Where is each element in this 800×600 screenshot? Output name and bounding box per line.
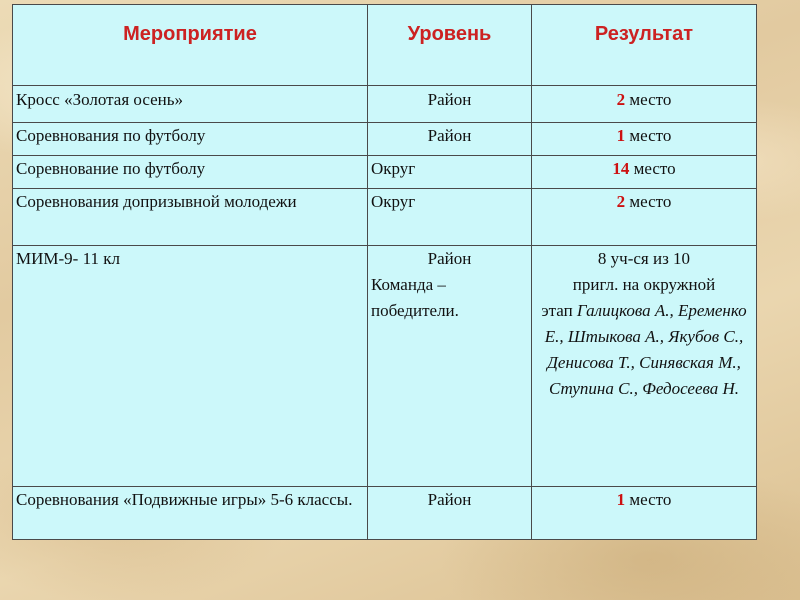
result-cell	[532, 189, 757, 246]
table-row	[13, 189, 757, 246]
table-row	[13, 246, 757, 487]
event-cell: Соревнование по футболу	[13, 156, 368, 189]
place-number: 2	[616, 192, 626, 211]
table-row	[13, 487, 757, 540]
result-line: пригл. на окружной	[572, 275, 716, 294]
result-cell	[532, 123, 757, 156]
header-row	[13, 5, 757, 86]
table-row	[13, 123, 757, 156]
level-cell: Район	[368, 123, 532, 156]
place-label: место	[629, 159, 676, 178]
results-table	[12, 4, 757, 540]
result-line: этап	[541, 301, 573, 320]
place-number: 2	[616, 90, 626, 109]
result-cell	[532, 246, 757, 487]
event-cell: Соревнования по футболу	[13, 123, 368, 156]
level-cell: Округ	[368, 189, 532, 246]
place-number: 1	[616, 126, 626, 145]
participant-names: Галицкова А., Еременко Е., Штыкова А., Якубов С., Денисова Т., Синявская М., Ступина С., Федосеева Н.	[544, 301, 747, 398]
level-cell: Район	[368, 86, 532, 123]
event-cell: Соревнования «Подвижные игры» 5-6 классы.	[13, 487, 368, 540]
place-label: место	[625, 126, 672, 145]
place-number: 1	[616, 490, 626, 509]
event-cell: Соревнования допризывной молодежи	[13, 189, 368, 246]
table-row	[13, 86, 757, 123]
place-number: 14	[612, 159, 630, 178]
level-note: Команда – победители.	[371, 275, 459, 320]
level-main: Район	[427, 249, 472, 268]
header-level: Уровень	[368, 5, 532, 86]
place-label: место	[625, 192, 672, 211]
table-row	[13, 156, 757, 189]
result-cell	[532, 156, 757, 189]
level-cell	[368, 246, 532, 487]
header-event: Мероприятие	[13, 5, 368, 86]
event-cell: МИМ-9- 11 кл	[13, 246, 368, 487]
result-cell	[532, 487, 757, 540]
event-cell: Кросс «Золотая осень»	[13, 86, 368, 123]
place-label: место	[625, 90, 672, 109]
place-label: место	[625, 490, 672, 509]
level-cell: Округ	[368, 156, 532, 189]
header-result: Результат	[532, 5, 757, 86]
result-cell	[532, 86, 757, 123]
level-cell: Район	[368, 487, 532, 540]
result-line: 8 уч-ся из 10	[597, 249, 691, 268]
